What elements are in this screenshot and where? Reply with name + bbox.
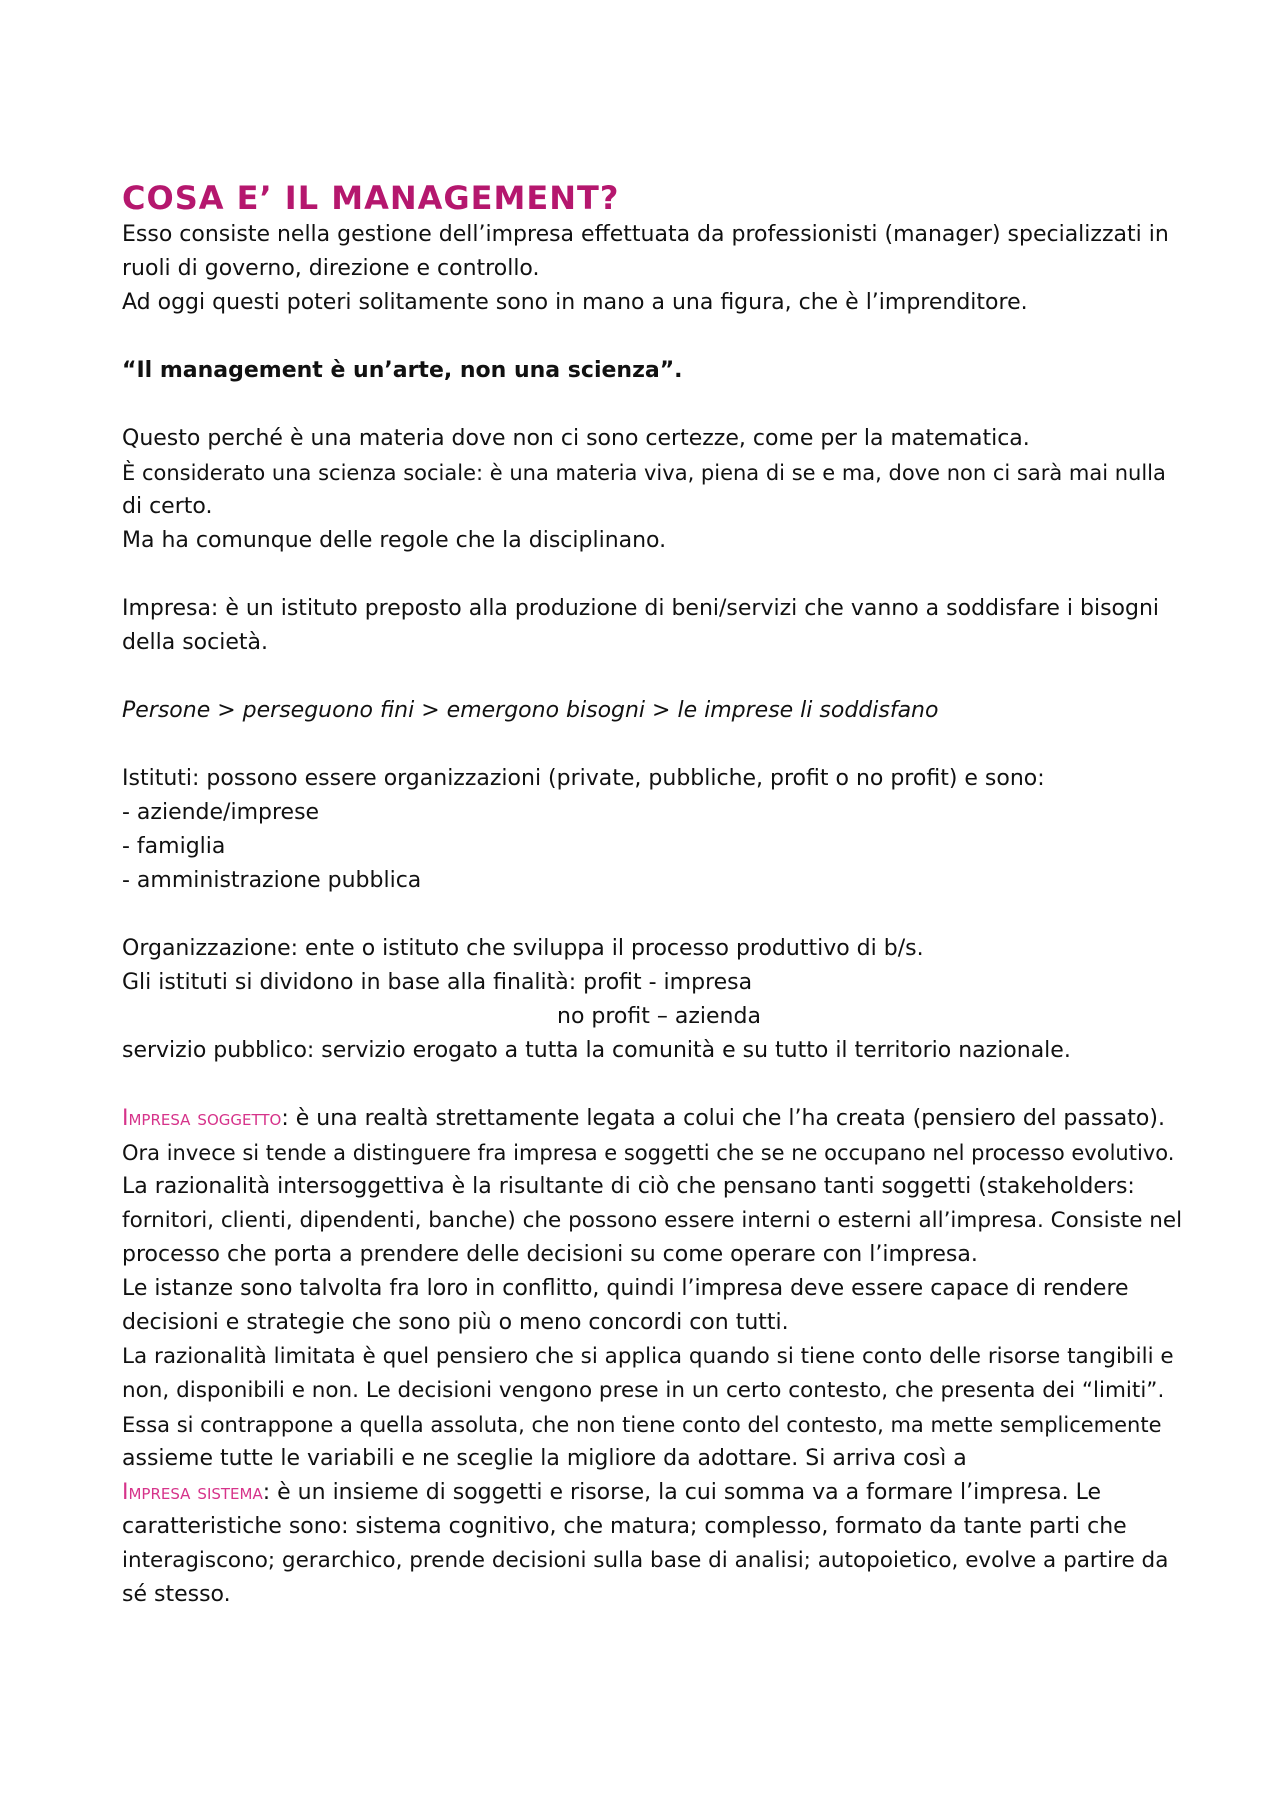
organizzazione-line-3: no profit – azienda — [557, 1004, 761, 1029]
impresa-sistema-text: : è un insieme di soggetti e risorse, la cui somma va a formare l’impresa. Le — [262, 1480, 1102, 1505]
impresa-soggetto-line-9: non, disponibili e non. Le decisioni vengono prese in un certo contesto, che presenta dei “limiti”. — [122, 1378, 1165, 1403]
impresa-soggetto-line-4: fornitori, clienti, dipendenti, banche) che possono essere interni o esterni all’impresa. Consiste nel — [122, 1208, 1183, 1233]
quote: “Il management è un’arte, non una scienza”. — [122, 358, 683, 383]
science-line-3: di certo. — [122, 494, 213, 519]
impresa-soggetto-line-5: processo che porta a prendere delle decisioni su come operare con l’impresa. — [122, 1242, 978, 1267]
organizzazione-line-4: servizio pubblico: servizio erogato a tutta la comunità e su tutto il territorio nazionale. — [122, 1038, 1071, 1063]
impresa-soggetto-line-10: Essa si contrappone a quella assoluta, che non tiene conto del contesto, ma mette semplicemente — [122, 1413, 1162, 1437]
istituti-list-item-2: - famiglia — [122, 834, 226, 859]
impresa-soggetto-line-1 — [122, 1102, 1182, 1136]
needs-chain: Persone > perseguono fini > emergono bisogni > le imprese li soddisfano — [122, 698, 939, 723]
istituti-list-item-3: - amministrazione pubblica — [122, 868, 422, 893]
impresa-soggetto-label: Impresa soggetto — [122, 1106, 282, 1131]
impresa-sistema-line-1 — [122, 1476, 1182, 1510]
spacer — [122, 320, 1182, 354]
science-line-1: Questo perché è una materia dove non ci sono certezze, come per la matematica. — [122, 426, 1030, 451]
spacer — [122, 898, 1182, 932]
impresa-soggetto-line-8: La razionalità limitata è quel pensiero che si applica quando si tiene conto delle risorse tangibili e — [122, 1344, 1174, 1369]
istituti-list-item-1: - aziende/imprese — [122, 800, 320, 825]
impresa-soggetto-line-6: Le istanze sono talvolta fra loro in conflitto, quindi l’impresa deve essere capace di rendere — [122, 1276, 1129, 1301]
impresa-def-line-1: Impresa: è un istituto preposto alla produzione di beni/servizi che vanno a soddisfare i bisogni — [122, 596, 1160, 621]
impresa-soggetto-line-2: Ora invece si tende a distinguere fra impresa e soggetti che se ne occupano nel processo evolutivo. — [122, 1141, 1175, 1165]
impresa-sistema-line-4: sé stesso. — [122, 1582, 231, 1607]
spacer — [122, 558, 1182, 592]
spacer — [122, 1068, 1182, 1102]
intro-line-2: ruoli di governo, direzione e controllo. — [122, 256, 540, 281]
impresa-soggetto-line-3: La razionalità intersoggettiva è la risultante di ciò che pensano tanti soggetti (stakeholders: — [122, 1174, 1135, 1199]
impresa-sistema-line-3: interagiscono; gerarchico, prende decisioni sulla base di analisi; autopoietico, evolve a partire da — [122, 1548, 1169, 1573]
intro-line-1: Esso consiste nella gestione dell’impresa effettuata da professionisti (manager) specializzati in — [122, 222, 1169, 247]
spacer — [122, 660, 1182, 694]
science-line-2: È considerato una scienza sociale: è una materia viva, piena di se e ma, dove non ci sarà mai nulla — [122, 461, 1166, 485]
science-line-4: Ma ha comunque delle regole che la disciplinano. — [122, 528, 667, 553]
istituti-line: Istituti: possono essere organizzazioni (private, pubbliche, profit o no profit) e sono: — [122, 766, 1045, 791]
organizzazione-line-2: Gli istituti si dividono in base alla finalità: profit - impresa — [122, 970, 753, 995]
page-title: COSA E’ IL MANAGEMENT? — [122, 179, 620, 217]
impresa-sistema-label: Impresa sistema — [122, 1480, 263, 1505]
intro-line-3: Ad oggi questi poteri solitamente sono in mano a una figura, che è l’imprenditore. — [122, 290, 1028, 315]
document-content — [122, 178, 1182, 1612]
impresa-soggetto-line-7: decisioni e strategie che sono più o meno concordi con tutti. — [122, 1310, 789, 1335]
impresa-def-line-2: della società. — [122, 630, 268, 655]
impresa-sistema-line-2: caratteristiche sono: sistema cognitivo, che matura; complesso, formato da tante parti che — [122, 1514, 1127, 1539]
spacer — [122, 728, 1182, 762]
impresa-soggetto-text: : è una realtà strettamente legata a colui che l’ha creata (pensiero del passato). — [281, 1106, 1165, 1131]
spacer — [122, 388, 1182, 422]
impresa-soggetto-line-11: assieme tutte le variabili e ne sceglie la migliore da adottare. Si arriva così a — [122, 1446, 967, 1471]
organizzazione-line-1: Organizzazione: ente o istituto che sviluppa il processo produttivo di b/s. — [122, 936, 924, 961]
